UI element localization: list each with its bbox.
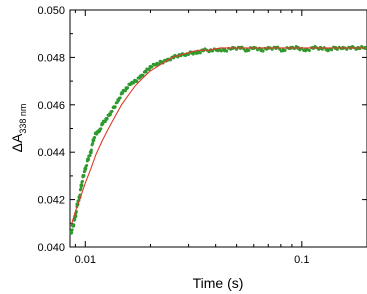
data-point (71, 228, 74, 231)
y-axis (37, 5, 367, 254)
data-point (284, 49, 287, 52)
x-tick-label: 0.01 (74, 254, 96, 266)
fit-line (71, 48, 365, 226)
data-point (114, 105, 117, 108)
data-point (126, 86, 129, 89)
data-point (81, 180, 84, 183)
data-point (85, 164, 88, 167)
data-point (93, 136, 96, 139)
y-axis-title (9, 104, 28, 153)
y-axis-title-main: ΔA (9, 133, 25, 153)
data-point (99, 127, 102, 130)
data-point (150, 65, 153, 68)
data-point (199, 51, 202, 54)
data-point (90, 148, 93, 151)
data-point (247, 49, 250, 52)
data-point (106, 117, 109, 120)
data-point (89, 154, 92, 157)
series-layer (69, 45, 367, 235)
y-tick-label: 0.048 (37, 52, 65, 65)
data-point (86, 158, 90, 162)
data-point (308, 49, 311, 52)
data-point (262, 50, 265, 53)
data-point (72, 223, 75, 226)
plot-frame (70, 10, 367, 247)
x-axis-title: Time (s) (192, 275, 244, 291)
y-axis-title-sub: 338 nm (18, 103, 28, 134)
y-tick-label: 0.040 (37, 242, 65, 254)
data-point (119, 96, 122, 99)
data-point (330, 48, 333, 51)
y-tick-label: 0.044 (37, 147, 65, 160)
x-tick-label: 0.1 (294, 254, 310, 266)
data-point (82, 174, 85, 177)
y-tick-label: 0.042 (37, 194, 65, 207)
data-point (80, 184, 84, 188)
data-point (225, 50, 228, 53)
y-tick-label: 0.046 (37, 99, 65, 112)
data-point (111, 110, 114, 113)
y-tick-label: 0.050 (37, 5, 65, 17)
